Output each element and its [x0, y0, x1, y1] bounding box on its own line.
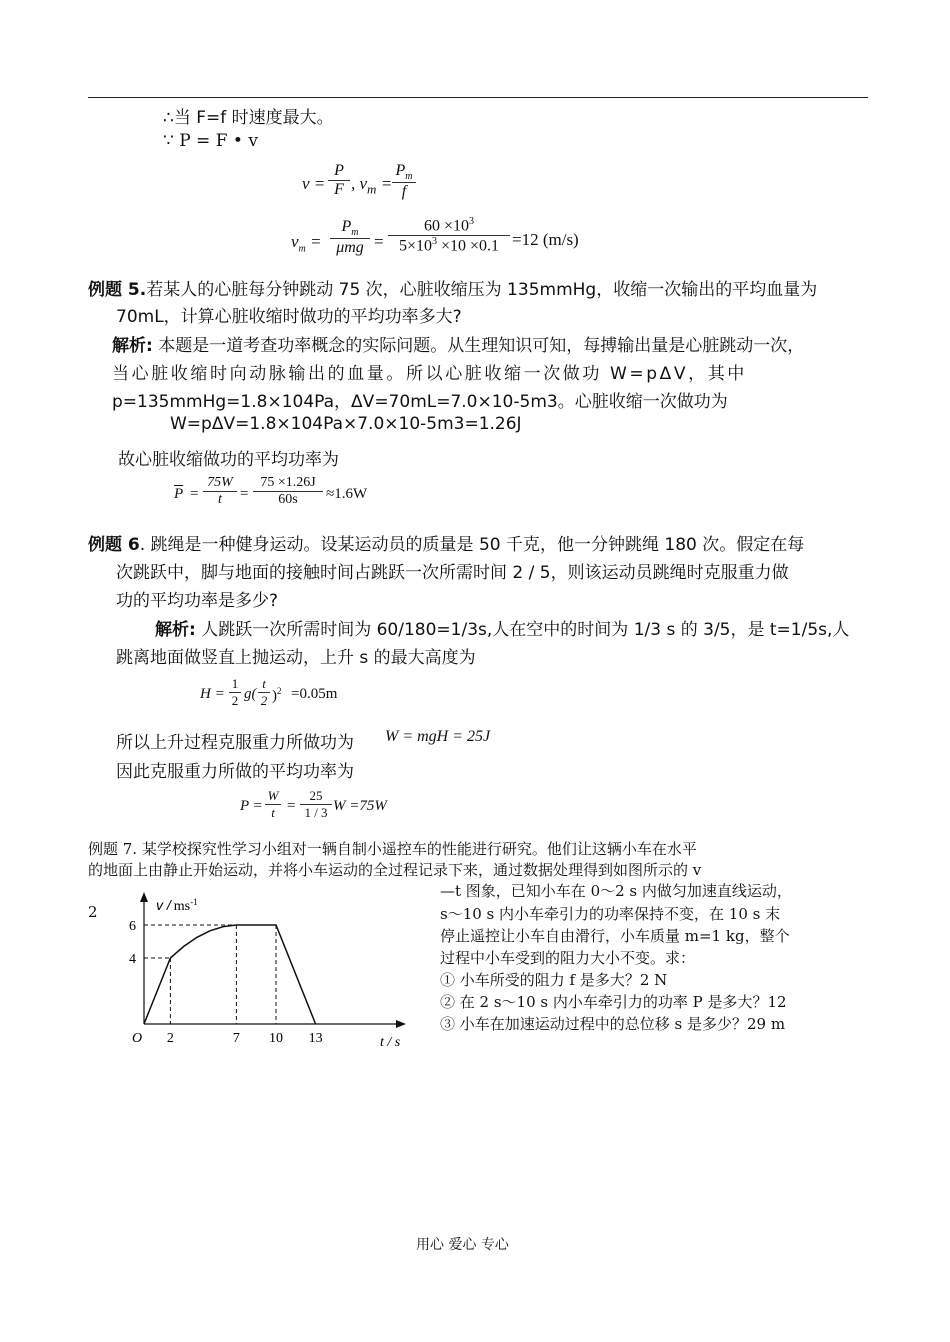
- example6-p-result: W =75W: [333, 798, 387, 814]
- formula2-frac1: [330, 218, 370, 257]
- because-line: ∵ P = F • v: [163, 131, 258, 151]
- example6-close-paren: ): [272, 688, 277, 704]
- formula2-vm: [291, 232, 322, 254]
- example6-t-num: t: [258, 676, 270, 693]
- example6-p-den1: t: [271, 805, 275, 820]
- example7-q3: ③ 小车在加速运动过程中的总位移 s 是多少？29 m: [440, 1015, 786, 1033]
- example6-t-half: [258, 676, 270, 709]
- example5-analysis-label: 解析:: [112, 336, 153, 356]
- example5-num2: 75 ×1.26J: [253, 475, 323, 492]
- example6-p-num1: W: [265, 788, 281, 805]
- example7-line3: —t 图象，已知小车在 0～2 s 内做匀加速直线运动，: [440, 882, 792, 900]
- formula1-v: v =: [302, 174, 326, 193]
- y-tick-4: 4: [129, 952, 136, 967]
- example5-analysis1: [112, 331, 804, 356]
- example5-den2: 60s: [278, 492, 298, 507]
- formula1-frac-p-f: [328, 162, 350, 199]
- example5-pbar: $\overline{P}$: [174, 486, 184, 502]
- footer: 用心 爱心 专心: [416, 1237, 509, 1253]
- formula1-frac-pm-f: [392, 162, 416, 201]
- y-axis-label: [156, 897, 198, 914]
- example6-h: H =: [200, 686, 225, 702]
- example6-g: g(: [244, 686, 257, 702]
- example6-analysis1-text: 人跳跃一次所需时间为 60/180=1/3s,人在空中的时间为 1/3 s 的 3/5，是 t=1/5s,人: [195, 620, 850, 640]
- formula2-result: =12 (m/s): [512, 230, 579, 249]
- example7-line6: 过程中小车受到的阻力大小不变。求：: [440, 949, 696, 967]
- x-tick-13: 13: [308, 1031, 323, 1046]
- formula1-pm: $P_m$: [392, 162, 416, 183]
- example5-line2: 70mL，计算心脏收缩时做功的平均功率多大?: [116, 307, 462, 327]
- formula1-vm-text: , v: [351, 174, 368, 193]
- y-tick-6: 6: [129, 919, 136, 934]
- example6-half-num: 1: [229, 676, 241, 693]
- formula1-pm-text: P: [395, 162, 406, 179]
- example6-exp: 2: [277, 686, 282, 696]
- formula1-eq: =: [380, 174, 393, 193]
- example5-frac1: [203, 475, 237, 508]
- example6-close: [272, 686, 282, 705]
- example6-p: P =: [240, 798, 263, 814]
- x-axis-arrow: [396, 1020, 406, 1028]
- example6-frac-w-t: [265, 788, 281, 821]
- example7-left-number: 2: [88, 903, 98, 921]
- example6-p-num2: 25: [300, 788, 332, 805]
- formula1-small-f: f: [401, 183, 407, 201]
- example6-power-text: 因此克服重力所做的平均功率为: [116, 762, 354, 782]
- example7-q2: ② 在 2 s～10 s 内小车牵引力的功率 P 是多大？12: [440, 993, 787, 1011]
- formula2-v: v: [291, 232, 299, 251]
- example6-work-eq: W = mgH = 25J: [385, 728, 491, 745]
- x-tick-7: 7: [232, 1031, 240, 1046]
- example5-num1: 75W: [203, 475, 237, 492]
- vt-chart: [120, 890, 420, 1055]
- example5-analysis3: p=135mmHg=1.8×104Pa，ΔV=70mL=7.0×10-5m3。心脏收缩一次做功为: [112, 392, 728, 412]
- formula2-num-exp: 3: [469, 216, 475, 227]
- example5-text1: 若某人的心脏每分钟跳动 75 次，心脏收缩压为 135mmHg，收缩一次输出的平均血量为: [146, 280, 818, 300]
- example5-eq2: =: [240, 486, 249, 502]
- example7-line1: 例题 7. 某学校探究性学习小组对一辆自制小遥控车的性能进行研究。他们让这辆小车在水平: [88, 840, 697, 858]
- formula2-pm-text: P: [341, 218, 352, 235]
- formula2-num-text: 60 ×10: [423, 217, 470, 235]
- example6-line2: 次跳跃中，脚与地面的接触时间占跳跃一次所需时间 2 / 5，则该运动员跳绳时克服重力做: [116, 563, 789, 583]
- example6-label: 例题 6: [88, 535, 140, 555]
- example6-p-den2: 1 / 3: [304, 805, 328, 820]
- example6-t-den: 2: [260, 693, 268, 708]
- vt-curve: [144, 925, 316, 1024]
- formula2-eq1: =: [310, 232, 322, 251]
- therefore-line: ∴当 F=f 时速度最大。: [163, 108, 334, 128]
- example7-line2: 的地面上由静止开始运动，并将小车运动的全过程记录下来，通过数据处理得到如图所示的 v: [88, 861, 702, 879]
- example5-power-intro: 故心脏收缩做功的平均功率为: [118, 450, 339, 470]
- example5-result: ≈1.6W: [326, 486, 368, 502]
- example5-analysis1-text: 本题是一道考查功率概念的实际问题。从生理知识可知，每搏输出量是心脏跳动一次，: [152, 336, 805, 356]
- formula2-umg: μmg: [336, 239, 364, 257]
- formula2-num: [388, 216, 510, 236]
- formula2-den-text: 5×10: [398, 237, 432, 255]
- y-axis-label-v: v /: [156, 897, 171, 913]
- formula1-vm-sub: m: [367, 181, 377, 197]
- formula2-eq2: =: [374, 232, 384, 251]
- formula2-frac2: [388, 216, 510, 256]
- example6-text1: . 跳绳是一种健身运动。设某运动员的质量是 50 千克，他一分钟跳绳 180 次。假定在每: [139, 535, 805, 555]
- example5-den1: t: [218, 492, 222, 507]
- example6-line3: 功的平均功率是多少?: [116, 591, 279, 611]
- formula1-f: F: [334, 181, 344, 198]
- example5-line1: [88, 275, 817, 300]
- example5-label: 例题 5.: [88, 280, 147, 300]
- example6-analysis-label: 解析:: [155, 620, 196, 640]
- example6-h-result: =0.05m: [291, 686, 338, 702]
- example6-analysis2: 跳离地面做竖直上抛运动，上升 s 的最大高度为: [116, 648, 476, 668]
- y-axis-label-exp: -1: [190, 897, 198, 907]
- example5-analysis2: 当心脏收缩时向动脉输出的血量。所以心脏收缩一次做功 W=pΔV，其中: [112, 364, 747, 384]
- formula1-p: P: [328, 162, 350, 181]
- formula2-den: [388, 236, 510, 255]
- example5-eq1: =: [190, 486, 199, 502]
- example5-work-eq: W=pΔV=1.8×104Pa×7.0×10-5m3=1.26J: [170, 414, 522, 434]
- example6-p-eq: =: [287, 798, 296, 814]
- example6-frac-25: [300, 788, 332, 821]
- formula2-den-rest: ×10 ×0.1: [436, 237, 500, 255]
- formula1-vm: [351, 174, 392, 197]
- x-tick-2: 2: [166, 1031, 174, 1046]
- x-axis-label: t / s: [380, 1035, 401, 1050]
- header-rule: [88, 97, 868, 98]
- formula2-m-sub: m: [298, 243, 306, 255]
- example6-half: [229, 676, 241, 709]
- y-axis-arrow: [140, 892, 148, 902]
- formula2-den-exp: 3: [431, 236, 437, 248]
- example6-line1: [88, 530, 804, 555]
- example6-work-text: 所以上升过程克服重力所做功为: [116, 733, 354, 753]
- example6-analysis1: [155, 615, 849, 640]
- example7-line5: 停止遥控让小车自由滑行，小车质量 m=1 kg，整个: [440, 927, 790, 945]
- origin-label: O: [132, 1031, 143, 1046]
- formula2-pm: $P_m$: [330, 218, 370, 239]
- example5-frac2: [253, 475, 323, 508]
- y-axis-label-unit: ms: [173, 899, 191, 914]
- example7-line4: s～10 s 内小车牵引力的功率保持不变，在 10 s 末: [440, 905, 781, 923]
- example7-q1: ① 小车所受的阻力 f 是多大？2 N: [440, 971, 668, 989]
- example6-half-den: 2: [231, 693, 239, 708]
- x-tick-10: 10: [269, 1031, 283, 1046]
